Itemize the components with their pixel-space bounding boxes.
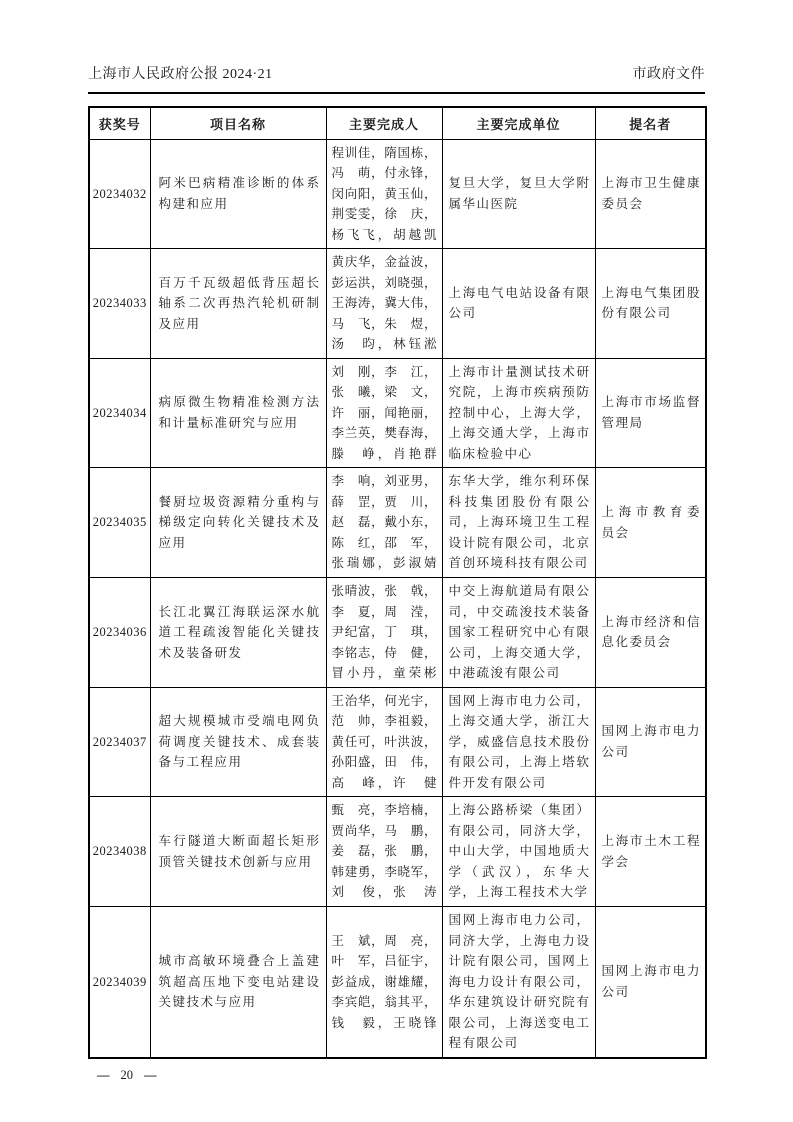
table-row [89,578,706,688]
main-completers-cell [326,358,442,468]
completers-line: 闵向阳，黄玉仙， [331,186,437,201]
completers-line: 李 响，刘亚男， [331,474,437,489]
completers-line: 李兰英，樊春海， [331,426,437,440]
nominator-cell: 上海市土木工程学会 [595,797,706,907]
nominator-cell: 上海市市场监督管理局 [595,358,706,468]
completers-line: 贾尚华，马 鹏， [331,823,437,838]
completers-line: 张 曦，梁 文， [331,385,437,399]
main-completers-cell [326,139,442,249]
awards-table-header [89,107,706,139]
completers-line: 高 峰，许 健 [331,775,437,790]
page-header [88,67,705,83]
nominator-cell: 国网上海市电力公司 [595,687,706,797]
main-completers-cell [326,687,442,797]
completers-line: 姜 磊，张 鹏， [331,844,437,859]
completers-line: 彭运洪，刘晓强， [331,275,437,290]
completers-line: 韩建勇，李晓军， [331,864,437,879]
completers-line: 王治华，何光宇， [331,693,437,708]
completers-line: 钱 毅，王晓锋 [331,1015,437,1030]
document-category: 市政府文件 [632,67,705,82]
award-number-cell: 20234036 [89,578,150,688]
column-header-nominator: 提名者 [595,107,706,139]
completers-line: 甄 亮，李培楠， [331,803,437,818]
completers-line: 荆雯雯，徐 庆， [331,207,437,221]
completers-line: 黄任可，叶洪波， [331,734,437,749]
column-header-main-completers: 主要完成人 [326,107,442,139]
main-completers-cell [326,249,442,359]
completers-line: 冯 萌，付永锋， [331,166,437,180]
award-number-cell: 20234037 [89,687,150,797]
award-number-cell: 20234034 [89,358,150,468]
completers-line: 尹纪富，丁 琪， [331,625,437,639]
completers-line: 陈 红，邵 军， [331,535,437,550]
main-units-cell: 上海市计量测试技术研究院，上海市疾病预防控制中心，上海大学，上海交通大学，上海市临床检验中心 [442,358,595,468]
column-header-award-number: 获奖号 [89,107,150,139]
completers-line: 滕 峥，肖艳群 [331,446,437,461]
awards-table-body [89,139,706,1058]
main-completers-cell [326,907,442,1058]
completers-line: 王海涛，冀大伟， [331,296,437,310]
completers-line: 赵 磊，戴小东， [331,515,437,530]
completers-line: 范 帅，李祖毅， [331,714,437,728]
column-header-main-units: 主要完成单位 [442,107,595,139]
main-units-cell: 上海公路桥梁（集团）有限公司，同济大学，中山大学，中国地质大学（武汉），东华大学，上海工程技术大学 [442,797,595,907]
table-row [89,139,706,249]
completers-line: 黄庆华，金益波， [331,255,437,269]
completers-line: 冒小丹，童荣彬 [331,666,437,680]
gazette-title: 上海市人民政府公报 2024·21 [88,67,273,82]
project-name-cell: 超大规模城市受端电网负荷调度关键技术、成套装备与工程应用 [150,687,326,797]
completers-line: 李 夏，周 滢， [331,604,437,619]
main-completers-cell [326,468,442,578]
completers-line: 王 斌，周 亮， [331,933,437,948]
completers-line: 刘 俊，张 涛 [331,885,437,900]
nominator-cell: 上海电气集团股份有限公司 [595,249,706,359]
completers-line: 程训佳，隋国栋， [331,145,437,160]
project-name-cell: 长江北翼江海联运深水航道工程疏浚智能化关键技术及装备研发 [150,578,326,688]
table-row [89,468,706,578]
completers-line: 叶 军，吕征宇， [331,954,437,968]
main-units-cell: 上海电气电站设备有限公司 [442,249,595,359]
completers-line: 张晴波，张 戟， [331,584,437,598]
completers-line: 李宾皑，翁其平， [331,995,437,1009]
table-row [89,687,706,797]
completers-line: 孙阳盛，田 伟， [331,755,437,769]
nominator-cell: 上海市卫生健康委员会 [595,139,706,249]
table-row [89,358,706,468]
main-units-cell: 中交上海航道局有限公司，中交疏浚技术装备国家工程研究中心有限公司，上海交通大学，中港疏浚有限公司 [442,578,595,688]
completers-line: 薛 罡，贾 川， [331,494,437,509]
page-footer [88,1068,705,1083]
project-name-cell: 病原微生物精准检测方法和计量标准研究与应用 [150,358,326,468]
main-units-cell: 国网上海市电力公司，同济大学，上海电力设计院有限公司，国网上海电力设计有限公司，华东建筑设计研究院有限公司，上海送变电工程有限公司 [442,907,595,1058]
awards-table [88,106,707,1059]
project-name-cell: 百万千瓦级超低背压超长轴系二次再热汽轮机研制及应用 [150,249,326,359]
table-row [89,249,706,359]
award-number-cell: 20234035 [89,468,150,578]
nominator-cell: 国网上海市电力公司 [595,907,706,1058]
footer-dash-right: — [144,1067,157,1082]
project-name-cell: 车行隧道大断面超长矩形顶管关键技术创新与应用 [150,797,326,907]
completers-line: 彭益成，谢雄耀， [331,974,437,989]
completers-line: 张瑞娜，彭淑婧 [331,556,437,571]
table-row [89,907,706,1058]
completers-line: 杨飞飞，胡越凯 [331,227,437,242]
header-rule [88,92,705,94]
completers-line: 汤 昀，林钰淞 [331,337,437,351]
table-row [89,797,706,907]
project-name-cell: 城市高敏环境叠合上盖建筑超高压地下变电站建设关键技术与应用 [150,907,326,1058]
main-units-cell: 东华大学，维尔利环保科技集团股份有限公司，上海环境卫生工程设计院有限公司，北京首创环境科技有限公司 [442,468,595,578]
column-header-project-name: 项目名称 [150,107,326,139]
project-name-cell: 餐厨垃圾资源精分重构与梯级定向转化关键技术及应用 [150,468,326,578]
award-number-cell: 20234033 [89,249,150,359]
footer-dash-left: — [97,1067,110,1082]
award-number-cell: 20234039 [89,907,150,1058]
completers-line: 许 丽，闻艳丽， [331,405,437,420]
award-number-cell: 20234032 [89,139,150,249]
project-name-cell: 阿米巴病精准诊断的体系构建和应用 [150,139,326,249]
award-number-cell: 20234038 [89,797,150,907]
main-units-cell: 国网上海市电力公司，上海交通大学，浙江大学，威盛信息技术股份有限公司，上海上塔软件开发有限公司 [442,687,595,797]
completers-line: 刘 刚，李 江， [331,364,437,379]
main-units-cell: 复旦大学，复旦大学附属华山医院 [442,139,595,249]
main-completers-cell [326,578,442,688]
completers-line: 马 飞，朱 煜， [331,316,437,331]
header-row [89,107,706,139]
completers-line: 李铭志，侍 健， [331,645,437,660]
main-completers-cell [326,797,442,907]
page-number: 20 [120,1067,133,1082]
nominator-cell: 上海市经济和信息化委员会 [595,578,706,688]
nominator-cell: 上海市教育委员会 [595,468,706,578]
